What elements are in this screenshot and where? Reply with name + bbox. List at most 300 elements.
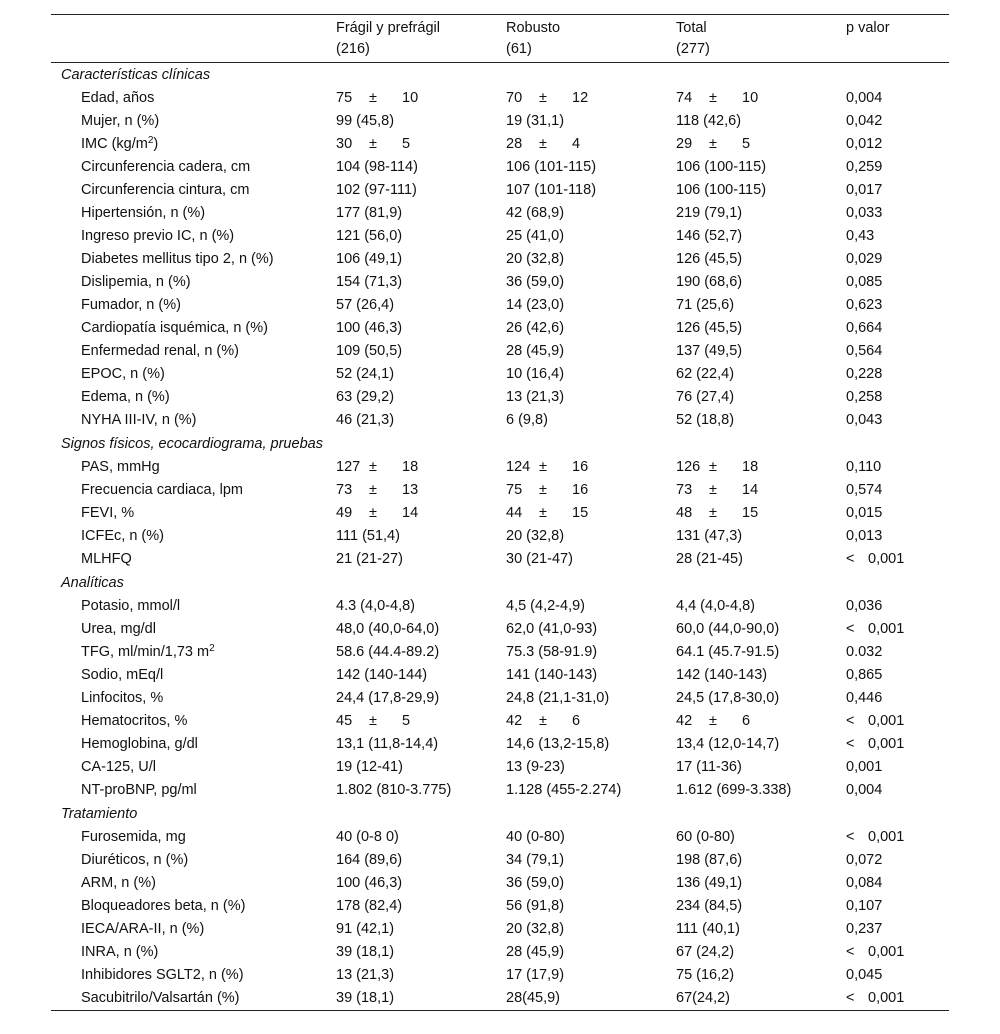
fragil-value-cell <box>336 456 506 479</box>
row-label <box>51 941 336 964</box>
p-value-cell <box>846 710 949 733</box>
fragil-value-cell: 177 (81,9) <box>336 205 403 221</box>
robusto-value-cell: 56 (91,8) <box>506 898 565 914</box>
table-row <box>51 987 949 1011</box>
total-value-cell: 75 (16,2) <box>676 967 735 983</box>
total-value-cell: 28 (21-45) <box>676 551 743 567</box>
total-value-cell: 1.612 (699-3.338) <box>676 782 792 798</box>
table-row <box>51 363 949 386</box>
robusto-value-cell: 107 (101-118) <box>506 182 597 198</box>
mean-value: 74 <box>676 90 693 106</box>
p-value-cell: 0,004 <box>846 782 883 798</box>
section-header-row <box>51 571 949 595</box>
mean-value: 127 <box>336 459 361 475</box>
robusto-value-cell <box>506 456 676 479</box>
p-value-cell: 0,085 <box>846 274 883 290</box>
robusto-value-cell <box>506 133 676 156</box>
total-value-cell: 198 (87,6) <box>676 852 743 868</box>
table-row <box>51 895 949 918</box>
less-than-symbol: < <box>846 621 855 637</box>
row-label-text: Enfermedad renal, n (%) <box>81 343 239 359</box>
fragil-value-cell: 40 (0-8 0) <box>336 829 399 845</box>
p-value: 0,001 <box>868 551 905 567</box>
robusto-value-cell: 36 (59,0) <box>506 274 565 290</box>
p-value-cell: 0,664 <box>846 320 883 336</box>
total-value-cell: 67 (24,2) <box>676 944 735 960</box>
row-label <box>51 618 336 641</box>
fragil-value-cell: 121 (56,0) <box>336 228 403 244</box>
row-label-text: EPOC, n (%) <box>81 366 165 382</box>
robusto-value-cell: 19 (31,1) <box>506 113 565 129</box>
table-row <box>51 641 949 664</box>
row-label-text: IECA/ARA-II, n (%) <box>81 921 205 937</box>
robusto-value-cell: 4,5 (4,2-4,9) <box>506 598 585 614</box>
total-value-cell <box>676 87 846 110</box>
row-label <box>51 595 336 618</box>
row-label <box>51 110 336 133</box>
robusto-value-cell: 1.128 (455-2.274) <box>506 782 622 798</box>
robusto-value-cell: 20 (32,8) <box>506 251 565 267</box>
total-value-cell: 106 (100-115) <box>676 182 767 198</box>
row-label-suffix: ) <box>153 136 159 152</box>
robusto-value-cell: 106 (101-115) <box>506 159 597 175</box>
total-value-cell: 146 (52,7) <box>676 228 743 244</box>
total-value-cell: 24,5 (17,8-30,0) <box>676 690 780 706</box>
table-row <box>51 317 949 340</box>
row-label-text: CA-125, U/l <box>81 759 156 775</box>
row-label-text: Circunferencia cadera, cm <box>81 159 251 175</box>
total-value-cell: 219 (79,1) <box>676 205 743 221</box>
p-value-cell: 0,110 <box>846 459 882 475</box>
table-row <box>51 733 949 756</box>
table-row <box>51 479 949 502</box>
mean-value: 44 <box>506 505 523 521</box>
mean-value: 28 <box>506 136 523 152</box>
plusminus-symbol: ± <box>539 90 547 106</box>
fragil-value-cell: 1.802 (810-3.775) <box>336 782 452 798</box>
header-p-valor: p valor <box>846 20 890 36</box>
less-than-symbol: < <box>846 944 855 960</box>
row-label <box>51 317 336 340</box>
plusminus-symbol: ± <box>709 90 717 106</box>
table-row <box>51 687 949 710</box>
row-label <box>51 641 336 664</box>
robusto-value-cell: 62,0 (41,0-93) <box>506 621 598 637</box>
section-title: Analíticas <box>61 575 124 591</box>
p-value: 0,001 <box>868 736 905 752</box>
table-row <box>51 271 949 294</box>
less-than-symbol: < <box>846 736 855 752</box>
row-label-text: IMC (kg/m <box>81 136 148 152</box>
total-value-cell: 190 (68,6) <box>676 274 743 290</box>
p-value-cell: 0,029 <box>846 251 883 267</box>
section-header-row <box>51 802 949 826</box>
table-row <box>51 872 949 895</box>
fragil-value-cell: 13,1 (11,8-14,4) <box>336 736 439 752</box>
row-label-text: Circunferencia cintura, cm <box>81 182 250 198</box>
total-value-cell: 67(24,2) <box>676 987 846 1011</box>
fragil-value-cell: 178 (82,4) <box>336 898 403 914</box>
sd-value: 14 <box>402 505 419 521</box>
sd-value: 15 <box>572 505 589 521</box>
p-value-cell: 0.032 <box>846 644 883 660</box>
row-label <box>51 964 336 987</box>
row-label-text: INRA, n (%) <box>81 944 159 960</box>
plusminus-symbol: ± <box>369 505 377 521</box>
table-row <box>51 87 949 110</box>
p-value-cell: 0,228 <box>846 366 883 382</box>
fragil-value-cell: 109 (50,5) <box>336 343 403 359</box>
fragil-value-cell: 48,0 (40,0-64,0) <box>336 621 440 637</box>
row-label <box>51 987 336 1011</box>
mean-value: 45 <box>336 713 353 729</box>
p-value-cell <box>846 733 949 756</box>
plusminus-symbol: ± <box>709 713 717 729</box>
robusto-value-cell: 40 (0-80) <box>506 829 565 845</box>
header-total <box>676 15 846 63</box>
row-label-text: Edema, n (%) <box>81 389 170 405</box>
robusto-value-cell: 28 (45,9) <box>506 944 565 960</box>
fragil-value-cell: 104 (98-114) <box>336 159 418 175</box>
p-value-cell: 0,564 <box>846 343 883 359</box>
row-label-text: Hemoglobina, g/dl <box>81 736 198 752</box>
p-value-cell: 0,259 <box>846 159 883 175</box>
mean-value: 42 <box>676 713 693 729</box>
sd-value: 16 <box>572 482 589 498</box>
total-value-cell: 106 (100-115) <box>676 159 767 175</box>
row-label <box>51 710 336 733</box>
row-label-superscript: 2 <box>147 135 154 146</box>
p-value-cell: 0,072 <box>846 852 883 868</box>
plusminus-symbol: ± <box>539 459 547 475</box>
p-value-cell <box>846 618 949 641</box>
total-value-cell <box>676 456 846 479</box>
sd-value: 13 <box>402 482 419 498</box>
row-label-text: Diabetes mellitus tipo 2, n (%) <box>81 251 274 267</box>
fragil-value-cell: 39 (18,1) <box>336 944 395 960</box>
fragil-value-cell <box>336 87 506 110</box>
p-value-cell: 0,017 <box>846 182 883 198</box>
plusminus-symbol: ± <box>369 136 377 152</box>
table-row <box>51 502 949 525</box>
row-label <box>51 248 336 271</box>
row-label-text: Mujer, n (%) <box>81 113 160 129</box>
mean-value: 48 <box>676 505 693 521</box>
total-value-cell: 118 (42,6) <box>676 113 742 129</box>
p-value-cell <box>846 941 949 964</box>
header-variable <box>51 15 336 63</box>
sd-value: 14 <box>742 482 759 498</box>
table-row <box>51 156 949 179</box>
table-row <box>51 525 949 548</box>
mean-value: 30 <box>336 136 353 152</box>
row-label <box>51 156 336 179</box>
p-value-cell: 0,865 <box>846 667 883 683</box>
row-label-text: Frecuencia cardiaca, lpm <box>81 482 243 498</box>
total-value-cell: 52 (18,8) <box>676 412 735 428</box>
header-robusto-title: Robusto <box>506 20 561 36</box>
section-header-row <box>51 432 949 456</box>
section-title: Características clínicas <box>61 67 211 83</box>
row-label <box>51 664 336 687</box>
plusminus-symbol: ± <box>369 459 377 475</box>
robusto-value-cell: 10 (16,4) <box>506 366 565 382</box>
sd-value: 18 <box>402 459 419 475</box>
less-than-symbol: < <box>846 829 855 845</box>
row-label <box>51 363 336 386</box>
mean-value: 126 <box>676 459 701 475</box>
fragil-value-cell: 13 (21,3) <box>336 967 395 983</box>
p-value: 0,001 <box>868 621 905 637</box>
robusto-value-cell <box>506 710 676 733</box>
robusto-value-cell: 13 (21,3) <box>506 389 565 405</box>
row-label <box>51 294 336 317</box>
robusto-value-cell: 13 (9-23) <box>506 759 565 775</box>
p-value-cell: 0,015 <box>846 505 883 521</box>
p-value-cell: 0,043 <box>846 412 883 428</box>
row-label-text: NT-proBNP, pg/ml <box>81 782 197 798</box>
row-label <box>51 872 336 895</box>
fragil-value-cell <box>336 479 506 502</box>
row-label <box>51 87 336 110</box>
p-value-cell: 0,623 <box>846 297 883 313</box>
row-label-text: PAS, mmHg <box>81 459 160 475</box>
table-row <box>51 340 949 363</box>
header-fragil-title: Frágil y prefrágil <box>336 20 440 36</box>
row-label-text: Diuréticos, n (%) <box>81 852 189 868</box>
fragil-value-cell: 106 (49,1) <box>336 251 403 267</box>
plusminus-symbol: ± <box>709 459 717 475</box>
table-row <box>51 133 949 156</box>
robusto-value-cell: 30 (21-47) <box>506 551 573 567</box>
robusto-value-cell: 36 (59,0) <box>506 875 565 891</box>
robusto-value-cell: 20 (32,8) <box>506 921 565 937</box>
row-label-text: Bloqueadores beta, n (%) <box>81 898 246 914</box>
p-value-cell: 0,258 <box>846 389 883 405</box>
plusminus-symbol: ± <box>369 482 377 498</box>
table-row <box>51 225 949 248</box>
sd-value: 5 <box>742 136 751 152</box>
row-label-text: MLHFQ <box>81 551 132 567</box>
row-label-text: Potasio, mmol/l <box>81 598 181 614</box>
header-row <box>51 15 949 63</box>
row-label-text: Ingreso previo IC, n (%) <box>81 228 235 244</box>
header-total-n: (277) <box>676 41 710 57</box>
row-label-text: Urea, mg/dl <box>81 621 156 637</box>
sd-value: 15 <box>742 505 759 521</box>
row-label-text: ARM, n (%) <box>81 875 156 891</box>
table-row <box>51 826 949 849</box>
mean-value: 73 <box>676 482 693 498</box>
fragil-value-cell: 24,4 (17,8-29,9) <box>336 690 440 706</box>
header-fragil-n: (216) <box>336 41 370 57</box>
row-label <box>51 918 336 941</box>
fragil-value-cell: 4.3 (4,0-4,8) <box>336 598 415 614</box>
row-label-text: Hematocritos, % <box>81 713 188 729</box>
clinical-characteristics-table <box>51 14 949 1011</box>
mean-value: 75 <box>506 482 523 498</box>
p-value-cell <box>846 987 949 1011</box>
total-value-cell <box>676 479 846 502</box>
header-fragil <box>336 15 506 63</box>
fragil-value-cell: 21 (21-27) <box>336 551 403 567</box>
table-row <box>51 456 949 479</box>
sd-value: 18 <box>742 459 759 475</box>
mean-value: 70 <box>506 90 523 106</box>
total-value-cell: 126 (45,5) <box>676 320 743 336</box>
header-robusto <box>506 15 676 63</box>
sd-value: 5 <box>402 136 411 152</box>
row-label-text: Linfocitos, % <box>81 690 164 706</box>
p-value: 0,001 <box>868 944 905 960</box>
robusto-value-cell: 24,8 (21,1-31,0) <box>506 690 610 706</box>
row-label <box>51 826 336 849</box>
p-value-cell: 0,001 <box>846 759 883 775</box>
row-label <box>51 271 336 294</box>
row-label <box>51 409 336 432</box>
row-label <box>51 479 336 502</box>
p-value-cell: 0,237 <box>846 921 883 937</box>
p-value: 0,001 <box>868 829 905 845</box>
robusto-value-cell <box>506 87 676 110</box>
row-label <box>51 133 336 156</box>
row-label <box>51 548 336 571</box>
plusminus-symbol: ± <box>709 505 717 521</box>
mean-value: 75 <box>336 90 353 106</box>
row-label <box>51 895 336 918</box>
table-row <box>51 664 949 687</box>
fragil-value-cell <box>336 710 506 733</box>
row-label-text: FEVI, % <box>81 505 135 521</box>
row-label-text: Furosemida, mg <box>81 829 186 845</box>
plusminus-symbol: ± <box>369 90 377 106</box>
p-value-cell: 0,004 <box>846 90 883 106</box>
fragil-value-cell: 52 (24,1) <box>336 366 395 382</box>
p-value: 0,001 <box>868 713 905 729</box>
p-value-cell: 0,013 <box>846 528 883 544</box>
fragil-value-cell: 142 (140-144) <box>336 667 428 683</box>
fragil-value-cell: 91 (42,1) <box>336 921 395 937</box>
p-value-cell: 0,574 <box>846 482 883 498</box>
sd-value: 16 <box>572 459 589 475</box>
robusto-value-cell: 28(45,9) <box>506 987 676 1011</box>
total-value-cell: 111 (40,1) <box>676 921 740 937</box>
fragil-value-cell: 39 (18,1) <box>336 987 506 1011</box>
row-label-superscript: 2 <box>209 643 215 654</box>
total-value-cell <box>676 133 846 156</box>
total-value-cell: 126 (45,5) <box>676 251 743 267</box>
fragil-value-cell: 154 (71,3) <box>336 274 403 290</box>
total-value-cell <box>676 710 846 733</box>
table-row <box>51 710 949 733</box>
less-than-symbol: < <box>846 551 855 567</box>
total-value-cell: 71 (25,6) <box>676 297 735 313</box>
sd-value: 6 <box>742 713 751 729</box>
total-value-cell: 64.1 (45.7-91.5) <box>676 644 780 660</box>
row-label <box>51 779 336 802</box>
total-value-cell: 60,0 (44,0-90,0) <box>676 621 780 637</box>
total-value-cell <box>676 502 846 525</box>
p-value-cell: 0,012 <box>846 136 883 152</box>
total-value-cell: 13,4 (12,0-14,7) <box>676 736 780 752</box>
row-label-text: Sacubitrilo/Valsartán (%) <box>81 990 240 1006</box>
table-header <box>51 15 949 63</box>
row-label <box>51 340 336 363</box>
plusminus-symbol: ± <box>539 505 547 521</box>
row-label-text: ICFEc, n (%) <box>81 528 164 544</box>
total-value-cell: 76 (27,4) <box>676 389 735 405</box>
mean-value: 73 <box>336 482 353 498</box>
table-row <box>51 548 949 571</box>
robusto-value-cell: 20 (32,8) <box>506 528 565 544</box>
header-total-title: Total <box>676 20 707 36</box>
plusminus-symbol: ± <box>539 713 547 729</box>
row-label <box>51 456 336 479</box>
fragil-value-cell: 58.6 (44.4-89.2) <box>336 644 440 660</box>
row-label-text: Fumador, n (%) <box>81 297 181 313</box>
less-than-symbol: < <box>846 990 855 1006</box>
table-row <box>51 964 949 987</box>
fragil-value-cell: 100 (46,3) <box>336 875 403 891</box>
table-row <box>51 179 949 202</box>
fragil-value-cell: 102 (97-111) <box>336 182 417 198</box>
row-label <box>51 225 336 248</box>
table-row <box>51 941 949 964</box>
table-row <box>51 595 949 618</box>
table-body <box>51 63 949 1011</box>
table-row <box>51 756 949 779</box>
row-label <box>51 687 336 710</box>
plusminus-symbol: ± <box>709 136 717 152</box>
p-value-cell: 0,43 <box>846 228 875 244</box>
fragil-value-cell: 63 (29,2) <box>336 389 395 405</box>
plusminus-symbol: ± <box>539 136 547 152</box>
row-label <box>51 502 336 525</box>
table-row <box>51 918 949 941</box>
robusto-value-cell: 26 (42,6) <box>506 320 565 336</box>
p-value: 0,001 <box>868 990 905 1006</box>
mean-value: 29 <box>676 136 693 152</box>
total-value-cell: 4,4 (4,0-4,8) <box>676 598 755 614</box>
row-label-text: Hipertensión, n (%) <box>81 205 206 221</box>
sd-value: 6 <box>572 713 581 729</box>
robusto-value-cell: 34 (79,1) <box>506 852 565 868</box>
p-value-cell: 0,446 <box>846 690 883 706</box>
total-value-cell: 60 (0-80) <box>676 829 735 845</box>
sd-value: 4 <box>572 136 581 152</box>
fragil-value-cell: 57 (26,4) <box>336 297 395 313</box>
table-row <box>51 849 949 872</box>
total-value-cell: 62 (22,4) <box>676 366 735 382</box>
robusto-value-cell: 42 (68,9) <box>506 205 565 221</box>
row-label <box>51 849 336 872</box>
robusto-value-cell: 14,6 (13,2-15,8) <box>506 736 610 752</box>
robusto-value-cell: 25 (41,0) <box>506 228 565 244</box>
robusto-value-cell: 17 (17,9) <box>506 967 565 983</box>
table-row <box>51 618 949 641</box>
table-row <box>51 110 949 133</box>
row-label-text: Edad, años <box>81 90 155 106</box>
header-robusto-n: (61) <box>506 41 532 57</box>
less-than-symbol: < <box>846 713 855 729</box>
p-value-cell: 0,033 <box>846 205 883 221</box>
row-label <box>51 202 336 225</box>
fragil-value-cell: 111 (51,4) <box>336 528 400 544</box>
p-value-cell: 0,045 <box>846 967 883 983</box>
section-title: Tratamiento <box>61 806 138 822</box>
row-label-text: Dislipemia, n (%) <box>81 274 191 290</box>
sd-value: 10 <box>742 90 759 106</box>
